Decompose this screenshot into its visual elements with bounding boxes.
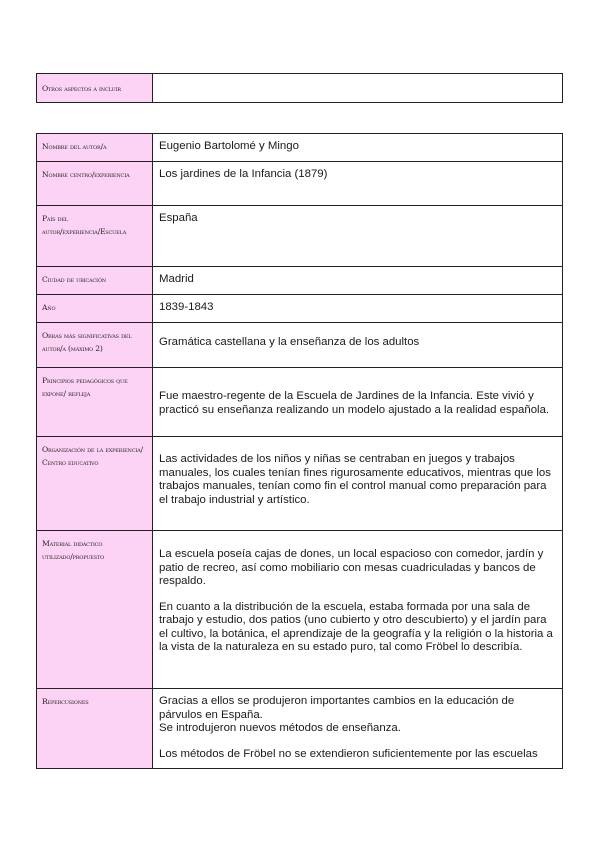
table-row (37, 206, 563, 267)
paragraph: En cuanto a la distribución de la escuela, estaba formada por una sala de trabajo y estudio, dos patios (uno cubierto y otro descubierto) y el jardín para el cultivo, la botánica, el aprendizaje de la geografía y la religión o la historia a la vista de la naturaleza en su estado puro, tal como Fröbel lo describía. (159, 600, 553, 653)
table-row (37, 531, 563, 689)
paragraph: La escuela poseía cajas de dones, un local espacioso con comedor, jardín y patio de recreo, así como mobiliario con mesas cuadriculadas y bancos de respaldo. (159, 548, 544, 587)
row-label-nombre-centro: Nombre centro/experiencia (37, 162, 153, 206)
row-value-nombre-autor (153, 134, 563, 162)
table-row (37, 162, 563, 206)
row-label-anio: Año (37, 295, 153, 323)
table-row (37, 368, 563, 437)
row-label-nombre-autor: Nombre del autor/a (37, 134, 153, 162)
row-value-principios (153, 368, 563, 437)
row-value-repercusiones (153, 689, 563, 769)
paragraph: Fue maestro-regente de la Escuela de Jardines de la Infancia. Este vivió y practicó su enseñanza realizando un modelo ajustado a la realidad española. (159, 390, 550, 416)
row-value-nombre-centro (153, 162, 563, 206)
author-info-table (36, 133, 563, 769)
row-value-obras (153, 323, 563, 368)
table-row (37, 437, 563, 531)
row-label-ciudad: Ciudad de ubicación (37, 267, 153, 295)
row-value-material (153, 531, 563, 689)
paragraph: Los métodos de Fröbel no se extendieron suficientemente por las escuelas (159, 747, 538, 760)
row-value-anio (153, 295, 563, 323)
table-row (37, 689, 563, 769)
row-label-organizacion: Organización de la experiencia/ Centro educativo (37, 437, 153, 531)
paragraph: Gracias a ellos se produjeron importantes cambios en la educación de párvulos en España. (159, 695, 515, 721)
paragraph: Eugenio Bartolomé y Mingo (159, 140, 299, 152)
table-row (37, 323, 563, 368)
paragraph: Gramática castellana y la enseñanza de los adultos (159, 336, 420, 348)
paragraph: Madrid (159, 273, 194, 285)
paragraph: Las actividades de los niños y niñas se centraban en juegos y trabajos manuales, los cuales tenían fines rigurosamente educativos, mientras que los trabajos manuales, tenían como fin el control manual como preparación para el trabajo industrial y artístico. (159, 453, 551, 506)
row-label-repercusiones: Repercusiones (37, 689, 153, 769)
row-label-obras: Obras más significativas del autor/a (máximo 2) (37, 323, 153, 368)
paragraph: Se introdujeron nuevos métodos de enseñanza. (159, 722, 401, 734)
table-row (37, 295, 563, 323)
top-table (36, 73, 563, 103)
table-row (37, 267, 563, 295)
row-label-principios: Principios pedagógicos que expone/ refleja (37, 368, 153, 437)
paragraph: España (159, 212, 198, 224)
row-value-otros-aspectos (153, 74, 563, 103)
row-label-material: Material didáctico utilizado/propuesto (37, 531, 153, 689)
paragraph: 1839-1843 (159, 301, 214, 313)
row-value-organizacion (153, 437, 563, 531)
row-value-pais (153, 206, 563, 267)
table-row (37, 134, 563, 162)
paragraph: Los jardines de la Infancia (1879) (159, 168, 328, 180)
row-label-otros-aspectos: Otros aspectos a incluir (37, 74, 153, 103)
row-value-ciudad (153, 267, 563, 295)
table-row (37, 74, 563, 103)
row-label-pais: País del autor/experiencia/Escuela (37, 206, 153, 267)
